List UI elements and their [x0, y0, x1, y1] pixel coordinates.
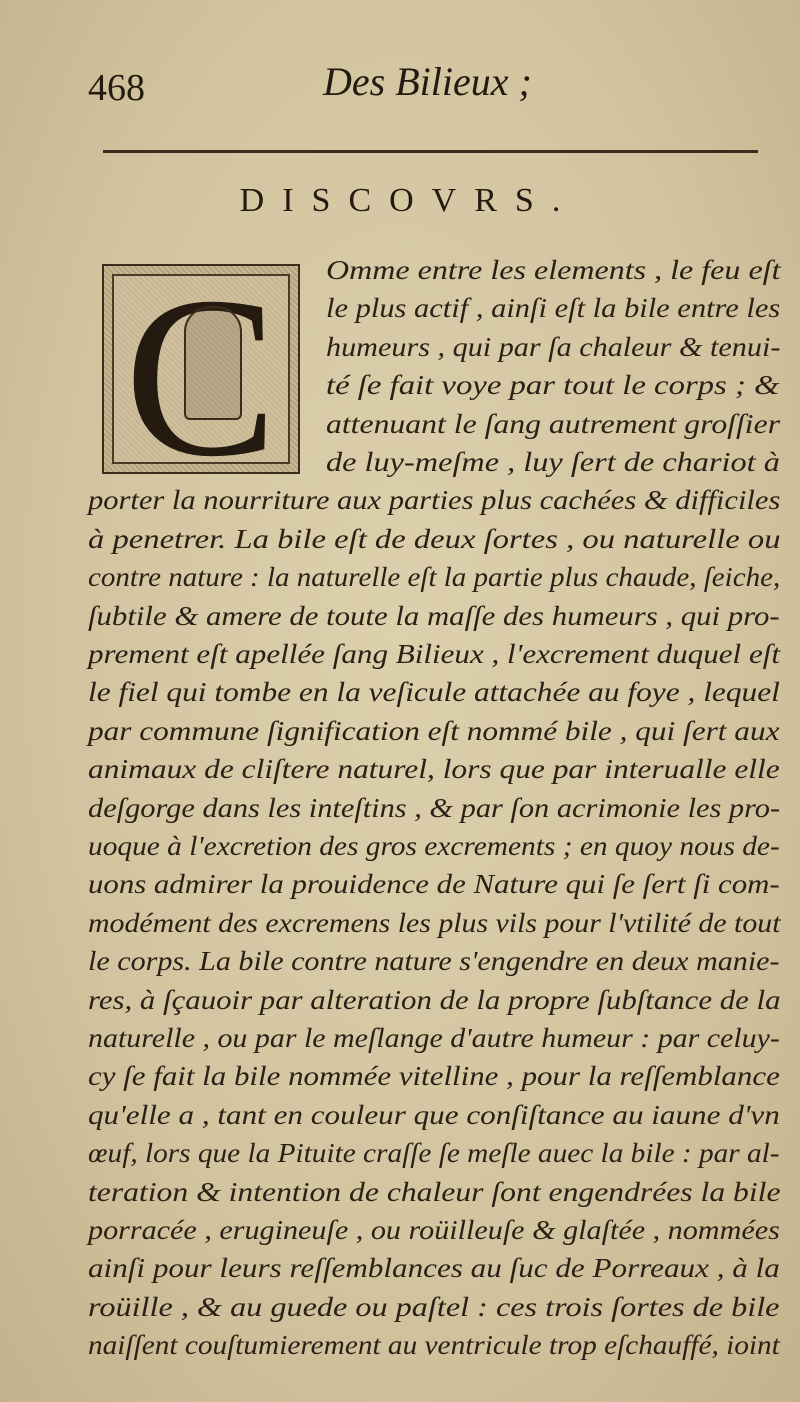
page-number: 468: [88, 67, 145, 109]
page-header: [88, 58, 768, 118]
section-title: DISCOVRS.: [239, 182, 579, 219]
text-line: ſubtile & amere de toute la maſſe des humeurs , qui pro-: [88, 600, 780, 631]
text-line: à penetrer. La bile eſt de deux ſortes , ou naturelle ou: [88, 523, 781, 554]
text-line: roüille , & au guede ou paſtel : ces trois ſortes de bile: [88, 1291, 780, 1322]
initial-figure-illustration: [184, 306, 242, 420]
text-line: le corps. La bile contre nature s'engendre en deux manie-: [88, 946, 780, 977]
text-line: de luy-meſme , luy ſert de chariot à: [326, 447, 780, 477]
text-line: uoque à l'excretion des gros excrements ; en quoy nous de-: [88, 831, 780, 861]
text-line: porracée , erugineuſe , ou roüilleuſe & glaſtée , nommées: [88, 1215, 780, 1245]
text-line: naiſſent couſtumierement au ventricule trop eſchauffé, ioint: [88, 1330, 780, 1361]
text-line: res, à ſçauoir par alteration de la propre ſubſtance de la: [88, 984, 781, 1015]
text-line: Omme entre les elements , le feu eſt: [326, 255, 781, 285]
text-line: modément des excremens les plus vils pour l'vtilité de tout: [88, 907, 781, 938]
text-line: porter la nourriture aux parties plus cachées & difficiles: [88, 485, 781, 516]
header-rule: [103, 150, 758, 153]
text-line: ainſi pour leurs reſſemblances au ſuc de Porreaux , à la: [88, 1253, 780, 1284]
text-line: contre nature : la naturelle eſt la partie plus chaude, ſeiche,: [88, 562, 781, 593]
text-line: le plus actif , ainſi eſt la bile entre les: [326, 293, 781, 324]
text-line: uons admirer la prouidence de Nature qui ſe ſert ſi com-: [88, 869, 780, 900]
text-line: humeurs , qui par ſa chaleur & tenui-: [326, 331, 781, 362]
text-line: prement eſt apellée ſang Bilieux , l'excrement duquel eſt: [88, 639, 781, 669]
initial-letter: C: [124, 249, 278, 504]
running-head: Des Bilieux ;: [323, 59, 532, 104]
text-line: animaux de cliſtere naturel, lors que par interualle elle: [88, 754, 780, 785]
text-line: cy ſe fait la bile nommée vitelline , pour la reſſemblance: [88, 1061, 780, 1092]
text-line: attenuant le ſang autrement groſſier: [326, 408, 781, 439]
text-line: le fiel qui tombe en la veſicule attachée au foye , lequel: [88, 677, 780, 708]
text-line: qu'elle a , tant en couleur que conſiſtance au iaune d'vn: [88, 1099, 780, 1130]
decorated-initial: [102, 249, 300, 504]
text-line: par commune ſignification eſt nommé bile , qui ſert aux: [88, 715, 780, 746]
text-line: œuf, lors que la Pituite craſſe ſe meſle auec la bile : par al-: [88, 1138, 780, 1169]
text-line: teration & intention de chaleur ſont engendrées la bile: [88, 1176, 781, 1207]
text-line: deſgorge dans les inteſtins , & par ſon acrimonie les pro-: [88, 792, 781, 823]
text-line: naturelle , ou par le meſlange d'autre humeur : par celuy-: [88, 1023, 780, 1053]
text-line: té ſe fait voye par tout le corps ; &: [326, 370, 780, 401]
